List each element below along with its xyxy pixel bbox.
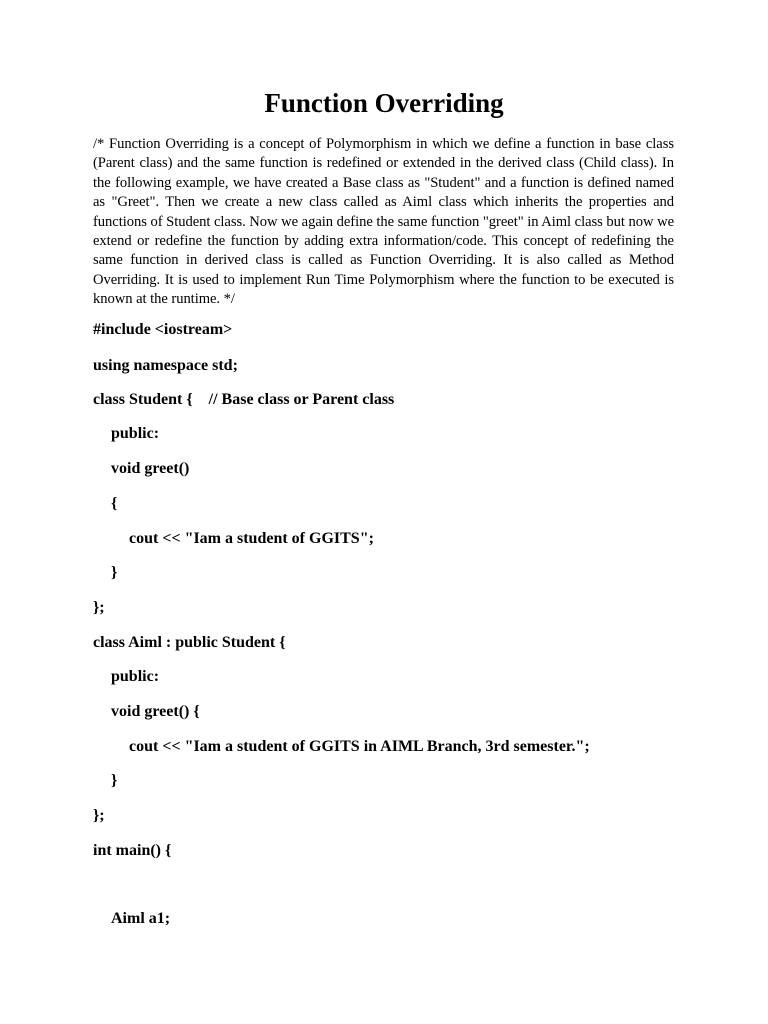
code-line-include: #include <iostream> xyxy=(93,321,233,338)
code-line-namespace: using namespace std; xyxy=(93,357,238,374)
code-line-cout: cout << "Iam a student of GGITS"; xyxy=(129,530,374,547)
code-line-void-greet: void greet() xyxy=(111,460,190,477)
code-line-public: public: xyxy=(111,425,160,442)
code-line-public: public: xyxy=(111,668,160,685)
code-line-class-end: }; xyxy=(93,807,105,824)
code-line-class-student: class Student { // Base class or Parent class xyxy=(93,391,395,408)
code-line-close-brace: } xyxy=(111,564,118,581)
code-line-close-brace: } xyxy=(111,772,118,789)
document-title: Function Overriding xyxy=(264,88,504,118)
intro-paragraph: /* Function Overriding is a concept of Polymorphism in which we define a function in base class (Parent class) and the same function is redefined or extended in the derived class (Child class). In the following example, we have created a Base class as "Student" and a function is defined named as "Greet". Then we create a new class called as Aiml class which inherits the properties and functions of Student class. Now we again define the same function "greet" in Aiml class but now we extend or redefine the function by adding extra information/code. This concept of redefining the same function in derived class is called as Function Overriding. It is also called as Method Overriding. It is used to implement Run Time Polymorphism where the function to be executed is known at the runtime. */ xyxy=(93,136,674,308)
code-line-class-end: }; xyxy=(93,599,105,616)
code-line-object: Aiml a1; xyxy=(111,910,171,927)
code-line-class-aiml: class Aiml : public Student { xyxy=(93,634,286,651)
code-line-cout: cout << "Iam a student of GGITS in AIML Branch, 3rd semester."; xyxy=(129,738,590,755)
code-line-void-greet: void greet() { xyxy=(111,703,200,720)
code-line-int-main: int main() { xyxy=(93,842,172,859)
code-line-open-brace: { xyxy=(111,495,118,512)
